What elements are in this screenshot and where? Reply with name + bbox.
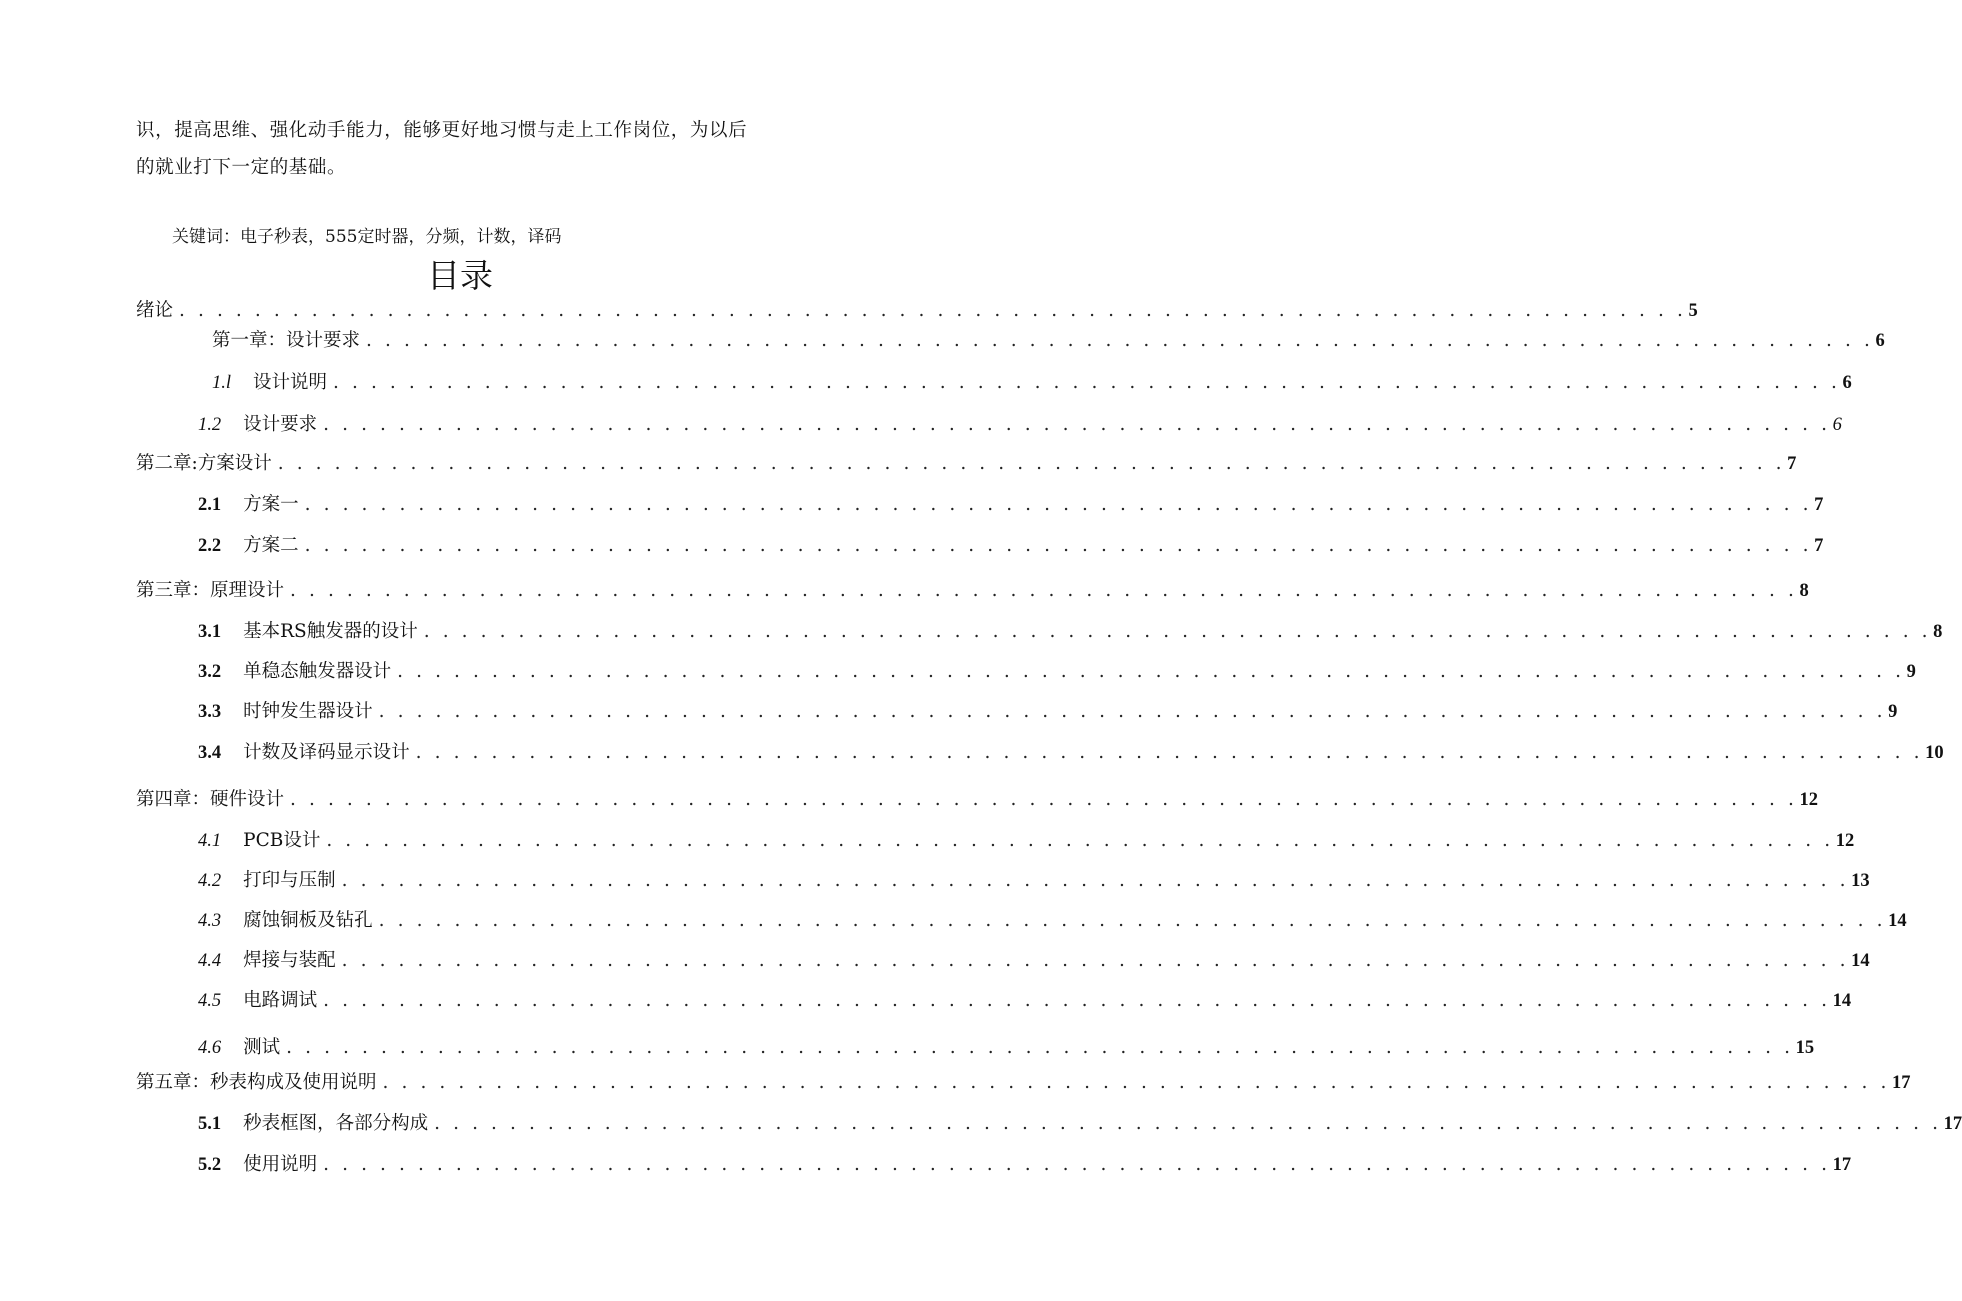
toc-entry-page: 9: [1906, 662, 1916, 682]
intro-line-2: 的就业打下一定的基础。: [136, 157, 347, 178]
toc-entry-label: 单稳态触发器设计: [243, 661, 392, 682]
toc-entry-label: 绪论: [136, 300, 174, 321]
toc-entry[interactable]: [198, 738, 1944, 766]
toc-entry-label: PCB设计: [243, 830, 321, 851]
toc-leader-dots: . . . . . . . . . . . . . . . . . . . . . . . . . . . . . . . . . . . . . . . . . . . . . . . . . . . . . . . . . . . . . . . . . . . . . . . . . . . . . . . .: [341, 950, 1850, 971]
toc-entry-number: 5.2: [198, 1155, 222, 1175]
toc-entry-page: 7: [1814, 495, 1824, 515]
toc-entry-number: 4.1: [198, 831, 222, 851]
toc-entry-page: 17: [1943, 1114, 1962, 1134]
toc-title: 目录: [427, 256, 493, 295]
toc-leader-dots: . . . . . . . . . . . . . . . . . . . . . . . . . . . . . . . . . . . . . . . . . . . . . . . . . . . . . . . . . . . . . . . . . . . . . . . . . . . . . . . .: [397, 661, 1905, 682]
toc-entry-number: 4.3: [198, 911, 222, 931]
toc-entry[interactable]: [198, 410, 1842, 438]
toc-entry-label: 计数及译码显示设计: [243, 742, 410, 763]
toc-entry[interactable]: [136, 785, 1818, 813]
toc-leader-dots: . . . . . . . . . . . . . . . . . . . . . . . . . . . . . . . . . . . . . . . . . . . . . . . . . . . . . . . . . . . . . . . . . . . . . . . . . . . . . . . .: [378, 910, 1887, 931]
toc-entry-label: 第五章：秒表构成及使用说明: [136, 1072, 377, 1093]
toc-leader-dots: . . . . . . . . . . . . . . . . . . . . . . . . . . . . . . . . . . . . . . . . . . . . . . . . . . . . . . . . . . . . . . . . . . . . . . . . . . . . . . . .: [304, 494, 1813, 515]
toc-entry-number: 3.3: [198, 702, 222, 722]
keywords: 关键词：电子秒表，555定时器，分频，计数，译码: [172, 227, 562, 247]
toc-entry-number: 1.l: [212, 373, 232, 393]
toc-entry[interactable]: [198, 490, 1824, 518]
toc-entry-page: 17: [1832, 1155, 1852, 1175]
toc-entry-page: 5: [1688, 301, 1698, 321]
toc-entry-number: 4.4: [198, 951, 222, 971]
toc-entry-page: 7: [1814, 536, 1824, 556]
toc-entry[interactable]: [198, 1109, 1962, 1137]
toc-leader-dots: . . . . . . . . . . . . . . . . . . . . . . . . . . . . . . . . . . . . . . . . . . . . . . . . . . . . . . . . . . . . . . . . . . . . . . . . . . . . . . . .: [179, 300, 1687, 321]
toc-leader-dots: . . . . . . . . . . . . . . . . . . . . . . . . . . . . . . . . . . . . . . . . . . . . . . . . . . . . . . . . . . . . . . . . . . . . . . . . . . . . . . . .: [326, 830, 1834, 851]
toc-entry-label: 设计说明: [253, 372, 328, 393]
toc-entry-number: 3.2: [198, 662, 222, 682]
toc-leader-dots: . . . . . . . . . . . . . . . . . . . . . . . . . . . . . . . . . . . . . . . . . . . . . . . . . . . . . . . . . . . . . . . . . . . . . . . . . . . . . . . .: [434, 1113, 1942, 1134]
toc-leader-dots: . . . . . . . . . . . . . . . . . . . . . . . . . . . . . . . . . . . . . . . . . . . . . . . . . . . . . . . . . . . . . . . . . . . . . . . . . . . . . . . .: [323, 414, 1831, 435]
toc-entry[interactable]: [198, 866, 1870, 894]
toc-entry-label: 方案二: [243, 535, 299, 556]
toc-entry-page: 14: [1851, 951, 1870, 971]
toc-entry-label: 使用说明: [243, 1154, 318, 1175]
toc-entry-label: 时钟发生器设计: [243, 701, 373, 722]
toc-entry[interactable]: [198, 697, 1898, 725]
toc-entry-label: 方案一: [243, 494, 299, 515]
toc-entry-page: 13: [1851, 871, 1870, 891]
toc-entry[interactable]: [198, 531, 1824, 559]
toc-entry-page: 6: [1875, 331, 1885, 351]
toc-entry-label: 秒表框图，各部分构成: [243, 1113, 429, 1134]
toc-entry[interactable]: [198, 657, 1916, 685]
toc-leader-dots: . . . . . . . . . . . . . . . . . . . . . . . . . . . . . . . . . . . . . . . . . . . . . . . . . . . . . . . . . . . . . . . . . . . . . . . . . . . . . . . .: [323, 1154, 1831, 1175]
toc-entry[interactable]: [136, 449, 1797, 477]
toc-leader-dots: . . . . . . . . . . . . . . . . . . . . . . . . . . . . . . . . . . . . . . . . . . . . . . . . . . . . . . . . . . . . . . . . . . . . . . . . . . . . . . . .: [290, 789, 1798, 810]
toc-entry-page: 14: [1832, 991, 1852, 1011]
toc-entry-label: 腐蚀铜板及钻孔: [243, 910, 373, 931]
toc-entry-page: 8: [1799, 581, 1809, 601]
toc-entry-number: 4.6: [198, 1038, 222, 1058]
toc-leader-dots: . . . . . . . . . . . . . . . . . . . . . . . . . . . . . . . . . . . . . . . . . . . . . . . . . . . . . . . . . . . . . . . . . . . . . . . . . . . . . . . .: [333, 372, 1841, 393]
toc-entry[interactable]: [212, 326, 1885, 354]
toc-entry-page: 10: [1925, 743, 1944, 763]
toc-entry[interactable]: [198, 906, 1907, 934]
toc-entry[interactable]: [136, 1068, 1911, 1096]
toc-entry[interactable]: [212, 368, 1852, 396]
toc-leader-dots: . . . . . . . . . . . . . . . . . . . . . . . . . . . . . . . . . . . . . . . . . . . . . . . . . . . . . . . . . . . . . . . . . . . . . . . . . . . . . . . .: [304, 535, 1813, 556]
toc-entry-page: 17: [1891, 1073, 1911, 1093]
toc-entry-label: 第二章:方案设计: [136, 453, 272, 474]
toc-entry-label: 第一章：设计要求: [212, 330, 361, 351]
toc-entry-page: 9: [1888, 702, 1898, 722]
toc-leader-dots: . . . . . . . . . . . . . . . . . . . . . . . . . . . . . . . . . . . . . . . . . . . . . . . . . . . . . . . . . . . . . . . . . . . . . . . . . . . . . . . .: [323, 990, 1831, 1011]
toc-entry-number: 3.4: [198, 743, 222, 763]
toc-leader-dots: . . . . . . . . . . . . . . . . . . . . . . . . . . . . . . . . . . . . . . . . . . . . . . . . . . . . . . . . . . . . . . . . . . . . . . . . . . . . . . . .: [341, 870, 1850, 891]
toc-leader-dots: . . . . . . . . . . . . . . . . . . . . . . . . . . . . . . . . . . . . . . . . . . . . . . . . . . . . . . . . . . . . . . . . . . . . . . . . . . . . . . . .: [286, 1037, 1794, 1058]
toc-entry[interactable]: [198, 1150, 1852, 1178]
toc-entry-number: 2.1: [198, 495, 222, 515]
toc-leader-dots: . . . . . . . . . . . . . . . . . . . . . . . . . . . . . . . . . . . . . . . . . . . . . . . . . . . . . . . . . . . . . . . . . . . . . . . . . . . . . . . .: [423, 621, 1932, 642]
intro-line-1: 识，提高思维、强化动手能力，能够更好地习惯与走上工作岗位，为以后: [136, 120, 748, 141]
toc-entry[interactable]: [198, 617, 1943, 645]
toc-leader-dots: . . . . . . . . . . . . . . . . . . . . . . . . . . . . . . . . . . . . . . . . . . . . . . . . . . . . . . . . . . . . . . . . . . . . . . . . . . . . . . . .: [415, 742, 1924, 763]
toc-leader-dots: . . . . . . . . . . . . . . . . . . . . . . . . . . . . . . . . . . . . . . . . . . . . . . . . . . . . . . . . . . . . . . . . . . . . . . . . . . . . . . . .: [378, 701, 1887, 722]
toc-entry-label: 设计要求: [243, 414, 318, 435]
toc-entry-number: 4.5: [198, 991, 222, 1011]
toc-entry[interactable]: [198, 986, 1852, 1014]
toc-entry-page: 7: [1787, 454, 1797, 474]
toc-leader-dots: . . . . . . . . . . . . . . . . . . . . . . . . . . . . . . . . . . . . . . . . . . . . . . . . . . . . . . . . . . . . . . . . . . . . . . . . . . . . . . . .: [290, 580, 1798, 601]
toc-entry-page: 6: [1832, 415, 1842, 435]
toc-leader-dots: . . . . . . . . . . . . . . . . . . . . . . . . . . . . . . . . . . . . . . . . . . . . . . . . . . . . . . . . . . . . . . . . . . . . . . . . . . . . . . . .: [366, 330, 1874, 351]
toc-entry[interactable]: [136, 296, 1698, 324]
toc-entry-page: 12: [1835, 831, 1855, 851]
toc-entry-label: 焊接与装配: [243, 950, 336, 971]
toc-entry-label: 第三章：原理设计: [136, 580, 285, 601]
toc-entry-label: 电路调试: [243, 990, 318, 1011]
toc-entry-number: 4.2: [198, 871, 222, 891]
toc-entry-number: 1.2: [198, 415, 222, 435]
toc-entry-page: 6: [1842, 373, 1852, 393]
toc-entry-page: 14: [1888, 911, 1907, 931]
toc-entry[interactable]: [198, 1033, 1815, 1061]
toc-entry-page: 8: [1933, 622, 1943, 642]
toc-entry-number: 3.1: [198, 622, 222, 642]
toc-entry[interactable]: [198, 826, 1855, 854]
toc-entry[interactable]: [136, 576, 1809, 604]
toc-entry-page: 12: [1799, 790, 1818, 810]
toc-leader-dots: . . . . . . . . . . . . . . . . . . . . . . . . . . . . . . . . . . . . . . . . . . . . . . . . . . . . . . . . . . . . . . . . . . . . . . . . . . . . . . . .: [277, 453, 1786, 474]
toc-entry-label: 第四章：硬件设计: [136, 789, 285, 810]
toc-entry-number: 5.1: [198, 1114, 222, 1134]
toc-entry-label: 测试: [243, 1037, 281, 1058]
toc-entry-label: 基本RS触发器的设计: [243, 621, 418, 642]
toc-entry-label: 打印与压制: [243, 870, 336, 891]
toc-entry-number: 2.2: [198, 536, 222, 556]
toc-entry-page: 15: [1795, 1038, 1815, 1058]
toc-leader-dots: . . . . . . . . . . . . . . . . . . . . . . . . . . . . . . . . . . . . . . . . . . . . . . . . . . . . . . . . . . . . . . . . . . . . . . . . . . . . . . . .: [382, 1072, 1890, 1093]
toc-entry[interactable]: [198, 946, 1870, 974]
